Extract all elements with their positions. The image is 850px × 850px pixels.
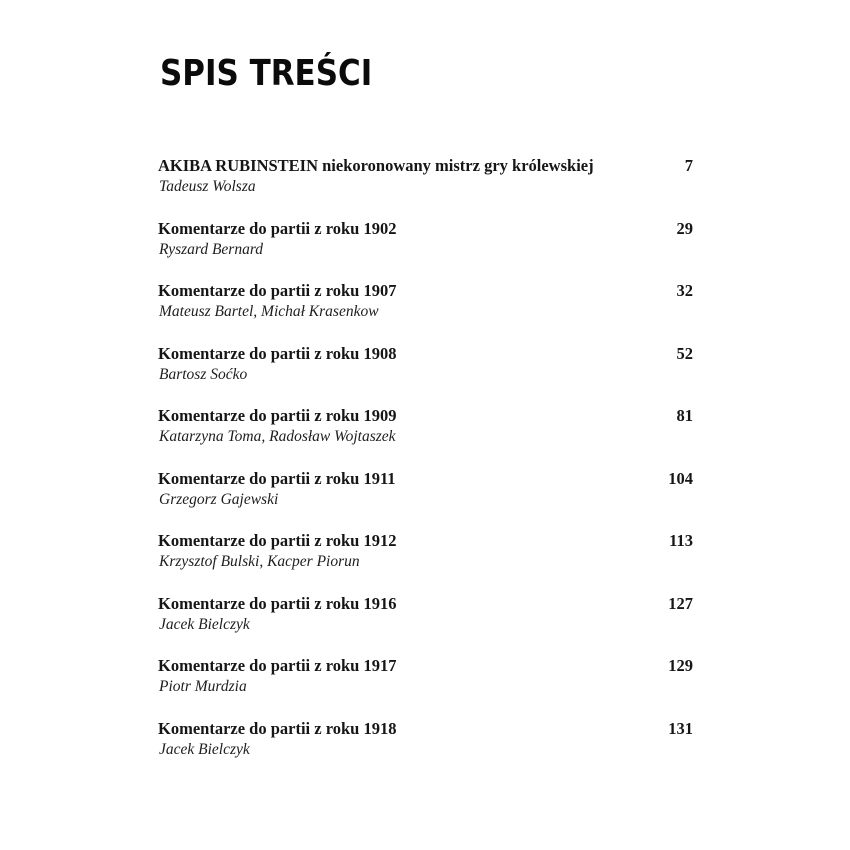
entry-author: Tadeusz Wolsza [159,178,256,195]
entry-title: Komentarze do partii z roku 1916 [158,593,397,613]
entry-author: Jacek Bielczyk [159,615,250,633]
toc-entry [158,155,693,218]
entry-page-number: 52 [676,343,693,363]
entry-page-number: 129 [668,656,693,675]
entry-author: Jacek Bielczyk [159,740,250,758]
entry-title: AKIBA RUBINSTEIN niekoronowany mistrz gry królewskiej [158,156,594,175]
toc-entry [158,655,693,718]
entry-author: Krzysztof Bulski, Kacper Piorun [159,553,360,570]
entry-author: Grzegorz Gajewski [159,490,279,508]
entry-title: Komentarze do partii z roku 1918 [158,718,397,738]
entry-title: Komentarze do partii z roku 1902 [158,218,397,238]
entry-page-number: 131 [668,718,693,738]
entry-page-number: 104 [668,468,693,488]
toc-entry [158,468,693,531]
entry-title: Komentarze do partii z roku 1908 [158,343,397,363]
entry-page-number: 127 [668,593,693,613]
toc-entry [158,343,693,406]
toc-entry [158,218,693,281]
entry-author: Piotr Murdzia [159,678,247,695]
entry-title: Komentarze do partii z roku 1911 [158,468,396,488]
entry-page-number: 32 [676,281,693,300]
entry-page-number: 7 [684,156,693,175]
toc-entry [158,280,693,343]
entry-author: Ryszard Bernard [159,240,264,258]
entry-title: Komentarze do partii z roku 1912 [158,531,397,550]
entry-page-number: 113 [669,531,693,550]
entry-author: Bartosz Soćko [159,365,248,383]
toc-entry [158,718,693,781]
page-title: SPIS TREŚCI [160,53,373,94]
entry-page-number: 29 [676,218,693,238]
entry-title: Komentarze do partii z roku 1907 [158,281,397,300]
toc-entry [158,405,693,468]
toc-entry [158,593,693,656]
table-of-contents [158,155,693,780]
toc-entry [158,530,693,593]
entry-author: Katarzyna Toma, Radosław Wojtaszek [159,428,396,445]
entry-title: Komentarze do partii z roku 1909 [158,406,397,425]
entry-title: Komentarze do partii z roku 1917 [158,656,397,675]
entry-page-number: 81 [676,406,693,425]
entry-author: Mateusz Bartel, Michał Krasenkow [159,303,379,320]
